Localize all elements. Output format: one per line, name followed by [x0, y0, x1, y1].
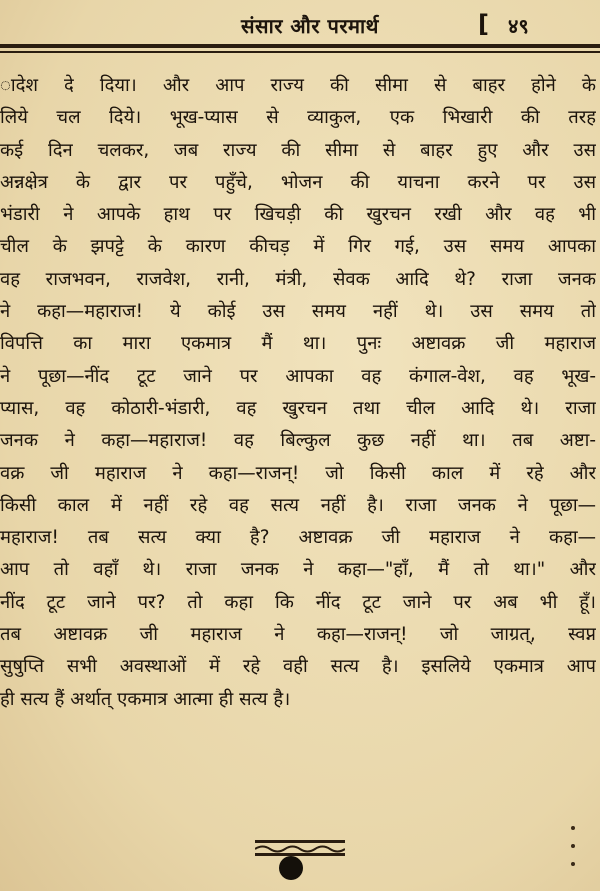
ornament-dot: [279, 856, 303, 880]
header-bracket: [: [478, 10, 489, 38]
text-line: वह राजभवन, राजवेश, रानी, मंत्री, सेवक आदि थे? राजा जनक: [0, 268, 596, 290]
text-line: विपत्ति का मारा एकमात्र मैं था। पुनः अष्टावक्र जी महाराज: [0, 333, 596, 355]
text-line: भंडारी ने आपके हाथ पर खिचड़ी की खुरचन रखी और वह भी: [0, 204, 596, 226]
header-rule-thick: [0, 44, 600, 48]
page-header: [0, 10, 600, 40]
text-line: वक्र जी महाराज ने कहा—राजन्! जो किसी काल में रहे और: [0, 462, 596, 484]
text-line: जनक ने कहा—महाराज! वह बिल्कुल कुछ नहीं था। तब अष्टा-: [0, 430, 596, 452]
text-line: नींद टूट जाने पर? तो कहा कि नींद टूट जाने पर अब भी हूँ।: [0, 591, 596, 613]
text-line: चील के झपट्टे के कारण कीचड़ में गिर गई, उस समय आपका: [0, 236, 596, 258]
header-rule-thin: [0, 51, 600, 53]
text-line: अन्नक्षेत्र के द्वार पर पहुँचे, भोजन की याचना करने पर उस: [0, 171, 596, 193]
text-line: आप तो वहाँ थे। राजा जनक ने कहा—"हाँ, मैं तो था।" और: [0, 559, 596, 581]
text-line: महाराज! तब सत्य क्या है? अष्टावक्र जी महाराज ने कहा—: [0, 527, 596, 549]
ornament-bar-top: [255, 840, 345, 843]
text-line: सुषुप्ति सभी अवस्थाओं में रहे वही सत्य है। इसलिये एकमात्र आप: [0, 656, 596, 678]
page-number: ४९: [508, 14, 529, 38]
body-text: [0, 70, 596, 716]
running-title: संसार और परमार्थ: [241, 14, 379, 38]
ornament-bar-bottom: [255, 853, 345, 856]
margin-marks: [568, 820, 578, 880]
text-line: ही सत्य हैं अर्थात् एकमात्र आत्मा ही सत्य है।: [0, 688, 291, 710]
text-line: तब अष्टावक्र जी महाराज ने कहा—राजन्! जो जाग्रत्, स्वप्न: [0, 624, 596, 646]
text-line: प्यास, वह कोठारी-भंडारी, वह खुरचन तथा चील आदि थे। राजा: [0, 397, 596, 419]
text-line: कई दिन चलकर, जब राज्य की सीमा से बाहर हुए और उस: [0, 139, 596, 161]
text-line: ने कहा—महाराज! ये कोई उस समय नहीं थे। उस समय तो: [0, 301, 596, 323]
text-line: ादेश दे दिया। और आप राज्य की सीमा से बाहर होने के: [0, 75, 596, 96]
text-line: किसी काल में नहीं रहे वह सत्य नहीं है। राजा जनक ने पूछा—: [0, 494, 596, 516]
end-ornament: [255, 840, 345, 856]
text-line: ने पूछा—नींद टूट जाने पर आपका वह कंगाल-वेश, वह भूख-: [0, 365, 596, 387]
text-line: लिये चल दिये। भूख-प्यास से व्याकुल, एक भिखारी की तरह: [0, 107, 596, 129]
